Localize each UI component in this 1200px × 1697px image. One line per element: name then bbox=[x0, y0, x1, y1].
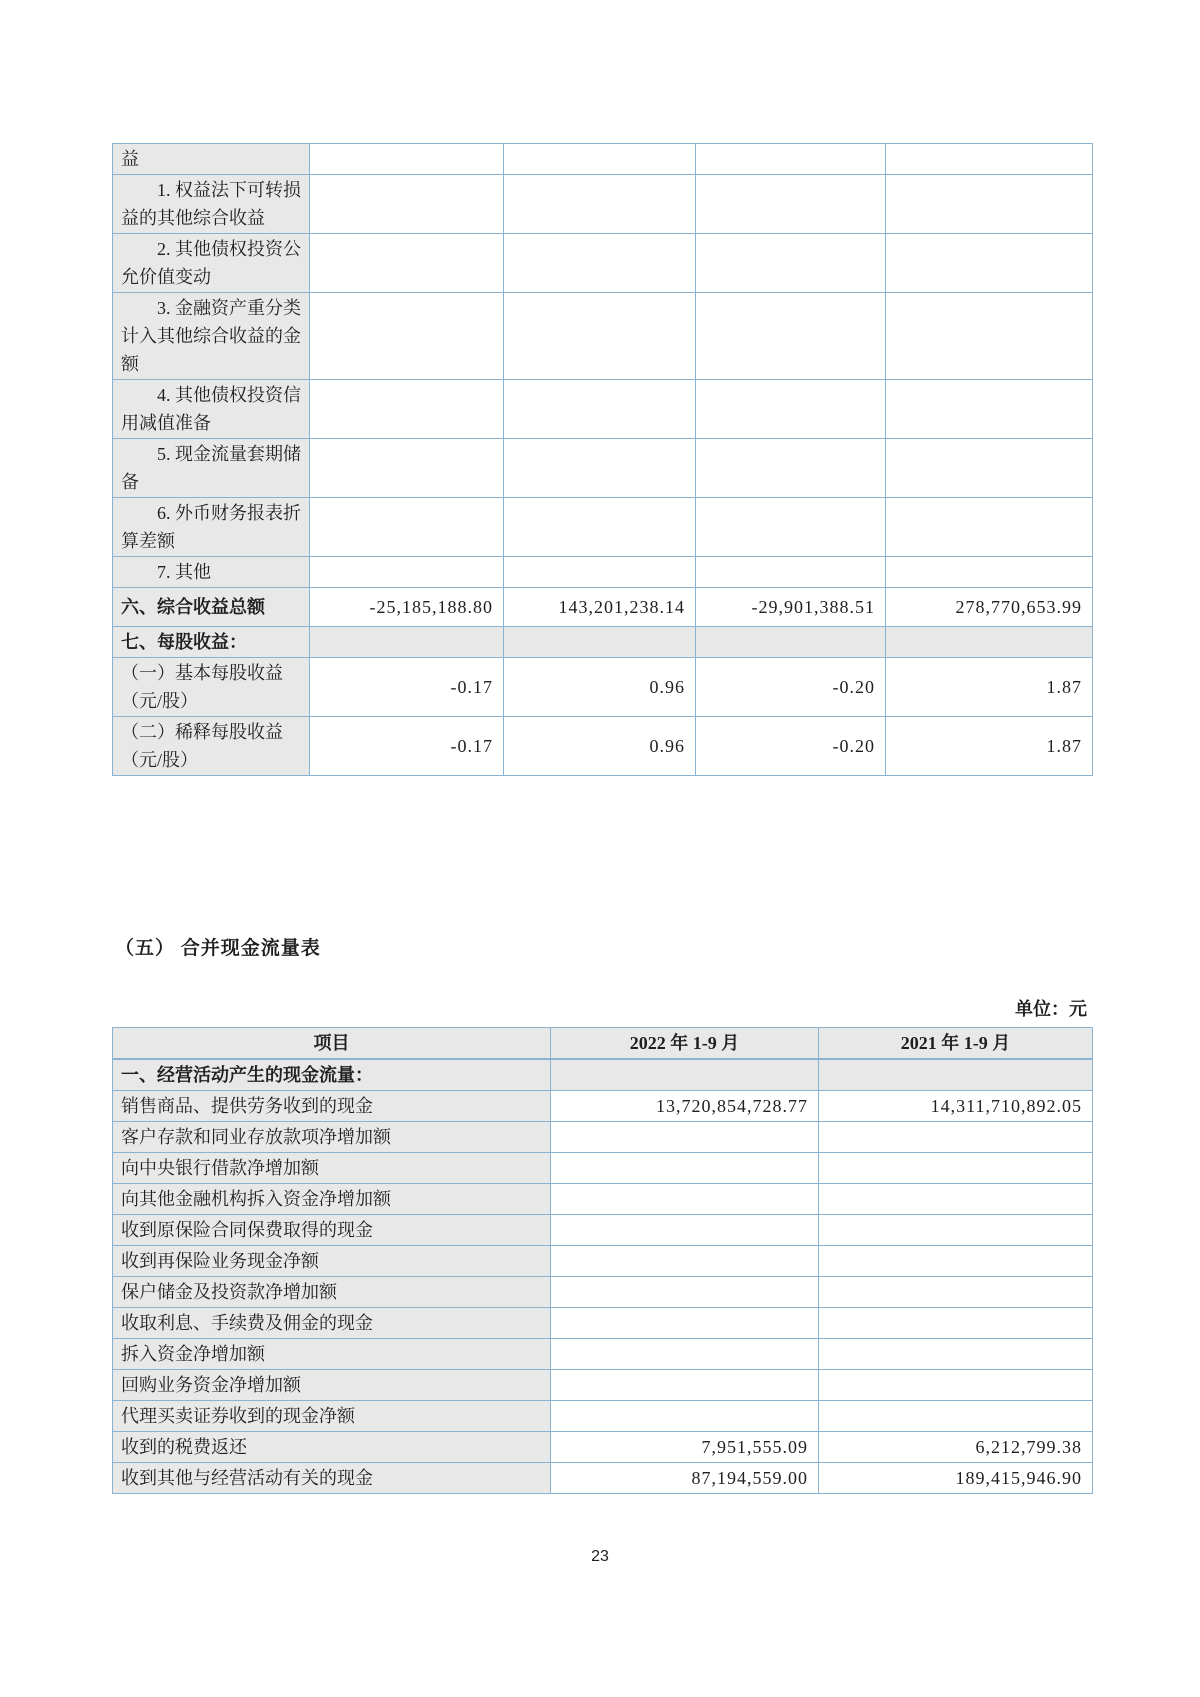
row-value: -25,185,188.80 bbox=[310, 588, 504, 627]
row-value bbox=[696, 293, 886, 380]
table-row bbox=[113, 658, 1093, 717]
row-value bbox=[310, 234, 504, 293]
row-label: 六、综合收益总额 bbox=[113, 588, 310, 627]
row-value bbox=[504, 380, 696, 439]
row-value: -0.17 bbox=[310, 658, 504, 717]
row-label: 拆入资金净增加额 bbox=[113, 1339, 551, 1370]
row-label: 4. 其他债权投资信用减值准备 bbox=[113, 380, 310, 439]
table-row bbox=[113, 1091, 1093, 1122]
row-value bbox=[504, 439, 696, 498]
row-value bbox=[819, 1153, 1093, 1184]
row-label: 代理买卖证券收到的现金净额 bbox=[113, 1401, 551, 1432]
row-label: 保户储金及投资款净增加额 bbox=[113, 1277, 551, 1308]
row-value bbox=[551, 1184, 819, 1215]
row-value bbox=[886, 557, 1093, 588]
row-value bbox=[819, 1122, 1093, 1153]
row-value: -0.17 bbox=[310, 717, 504, 776]
row-value: -0.20 bbox=[696, 717, 886, 776]
row-value bbox=[551, 1246, 819, 1277]
page-number: 23 bbox=[591, 1548, 609, 1565]
row-value bbox=[886, 627, 1093, 658]
table-row bbox=[113, 1463, 1093, 1494]
row-label: 七、每股收益： bbox=[113, 627, 310, 658]
row-value bbox=[504, 144, 696, 175]
row-label: 回购业务资金净增加额 bbox=[113, 1370, 551, 1401]
row-label: 收到原保险合同保费取得的现金 bbox=[113, 1215, 551, 1246]
table-row bbox=[113, 1401, 1093, 1432]
row-label: 收到其他与经营活动有关的现金 bbox=[113, 1463, 551, 1494]
row-value bbox=[310, 144, 504, 175]
row-value bbox=[886, 293, 1093, 380]
table-row bbox=[113, 380, 1093, 439]
row-value bbox=[819, 1370, 1093, 1401]
section-heading: （五） 合并现金流量表 bbox=[115, 938, 321, 959]
row-value bbox=[310, 380, 504, 439]
row-value bbox=[551, 1122, 819, 1153]
table-row bbox=[113, 1059, 1093, 1091]
row-label: （一）基本每股收益（元/股） bbox=[113, 658, 310, 717]
row-value bbox=[310, 175, 504, 234]
table-row bbox=[113, 1308, 1093, 1339]
row-value bbox=[696, 144, 886, 175]
row-value: 1.87 bbox=[886, 658, 1093, 717]
row-label: 6. 外币财务报表折算差额 bbox=[113, 498, 310, 557]
row-value bbox=[819, 1401, 1093, 1432]
row-value: 278,770,653.99 bbox=[886, 588, 1093, 627]
table-row bbox=[113, 498, 1093, 557]
row-value bbox=[696, 627, 886, 658]
row-label: 益 bbox=[113, 144, 310, 175]
row-value: 1.87 bbox=[886, 717, 1093, 776]
table-row bbox=[113, 627, 1093, 658]
row-value bbox=[886, 380, 1093, 439]
row-value bbox=[504, 293, 696, 380]
row-value bbox=[551, 1059, 819, 1091]
row-label: 收取利息、手续费及佣金的现金 bbox=[113, 1308, 551, 1339]
row-value bbox=[819, 1246, 1093, 1277]
row-label: （二）稀释每股收益（元/股） bbox=[113, 717, 310, 776]
row-label: 7. 其他 bbox=[113, 557, 310, 588]
row-label: 一、经营活动产生的现金流量： bbox=[113, 1059, 551, 1091]
row-value bbox=[310, 557, 504, 588]
table-row bbox=[113, 557, 1093, 588]
row-value bbox=[819, 1184, 1093, 1215]
row-value bbox=[819, 1277, 1093, 1308]
row-value: 13,720,854,728.77 bbox=[551, 1091, 819, 1122]
row-value bbox=[551, 1370, 819, 1401]
row-label: 1. 权益法下可转损益的其他综合收益 bbox=[113, 175, 310, 234]
row-value bbox=[886, 175, 1093, 234]
table-row bbox=[113, 1277, 1093, 1308]
row-value bbox=[696, 439, 886, 498]
row-label: 5. 现金流量套期储备 bbox=[113, 439, 310, 498]
table-row bbox=[113, 439, 1093, 498]
row-value bbox=[504, 234, 696, 293]
row-value: 87,194,559.00 bbox=[551, 1463, 819, 1494]
row-label: 销售商品、提供劳务收到的现金 bbox=[113, 1091, 551, 1122]
table-row bbox=[113, 717, 1093, 776]
row-label: 收到的税费返还 bbox=[113, 1432, 551, 1463]
table-row bbox=[113, 1432, 1093, 1463]
table-row bbox=[113, 1184, 1093, 1215]
row-value bbox=[504, 627, 696, 658]
column-header-2022: 2022 年 1-9 月 bbox=[551, 1028, 819, 1060]
row-value: 6,212,799.38 bbox=[819, 1432, 1093, 1463]
row-value: -0.20 bbox=[696, 658, 886, 717]
row-value bbox=[696, 498, 886, 557]
row-value bbox=[696, 557, 886, 588]
row-value bbox=[310, 439, 504, 498]
row-value bbox=[696, 234, 886, 293]
table-row bbox=[113, 1153, 1093, 1184]
row-value bbox=[696, 175, 886, 234]
table-row bbox=[113, 293, 1093, 380]
row-value: 0.96 bbox=[504, 658, 696, 717]
row-value bbox=[504, 175, 696, 234]
header-row bbox=[113, 1028, 1093, 1060]
row-value bbox=[886, 144, 1093, 175]
column-header-2021: 2021 年 1-9 月 bbox=[819, 1028, 1093, 1060]
row-value bbox=[310, 627, 504, 658]
row-value: 7,951,555.09 bbox=[551, 1432, 819, 1463]
row-value bbox=[504, 557, 696, 588]
table-row bbox=[113, 1370, 1093, 1401]
row-label: 3. 金融资产重分类计入其他综合收益的金额 bbox=[113, 293, 310, 380]
unit-label: 单位：元 bbox=[1015, 999, 1087, 1019]
row-value bbox=[886, 439, 1093, 498]
column-header-item: 项目 bbox=[113, 1028, 551, 1060]
row-label: 向中央银行借款净增加额 bbox=[113, 1153, 551, 1184]
row-label: 向其他金融机构拆入资金净增加额 bbox=[113, 1184, 551, 1215]
row-value bbox=[819, 1339, 1093, 1370]
row-value bbox=[696, 380, 886, 439]
row-value bbox=[886, 498, 1093, 557]
row-value bbox=[819, 1215, 1093, 1246]
row-value bbox=[551, 1277, 819, 1308]
row-value bbox=[551, 1153, 819, 1184]
table-row bbox=[113, 144, 1093, 175]
row-value bbox=[551, 1339, 819, 1370]
row-value bbox=[551, 1215, 819, 1246]
table-row bbox=[113, 1122, 1093, 1153]
row-value bbox=[551, 1401, 819, 1432]
row-label: 客户存款和同业存放款项净增加额 bbox=[113, 1122, 551, 1153]
row-value: -29,901,388.51 bbox=[696, 588, 886, 627]
table-row bbox=[113, 1339, 1093, 1370]
row-label: 2. 其他债权投资公允价值变动 bbox=[113, 234, 310, 293]
row-value: 189,415,946.90 bbox=[819, 1463, 1093, 1494]
row-value bbox=[886, 234, 1093, 293]
table-row bbox=[113, 1246, 1093, 1277]
row-value bbox=[551, 1308, 819, 1339]
row-value: 14,311,710,892.05 bbox=[819, 1091, 1093, 1122]
row-value bbox=[504, 498, 696, 557]
row-label: 收到再保险业务现金净额 bbox=[113, 1246, 551, 1277]
row-value bbox=[819, 1059, 1093, 1091]
row-value bbox=[310, 293, 504, 380]
row-value: 0.96 bbox=[504, 717, 696, 776]
row-value: 143,201,238.14 bbox=[504, 588, 696, 627]
table-row bbox=[113, 588, 1093, 627]
table-row bbox=[113, 234, 1093, 293]
cash-flow-statement-table bbox=[112, 1027, 1093, 1494]
comprehensive-income-table bbox=[112, 143, 1093, 776]
table-row bbox=[113, 1215, 1093, 1246]
row-value bbox=[310, 498, 504, 557]
row-value bbox=[819, 1308, 1093, 1339]
table-row bbox=[113, 175, 1093, 234]
